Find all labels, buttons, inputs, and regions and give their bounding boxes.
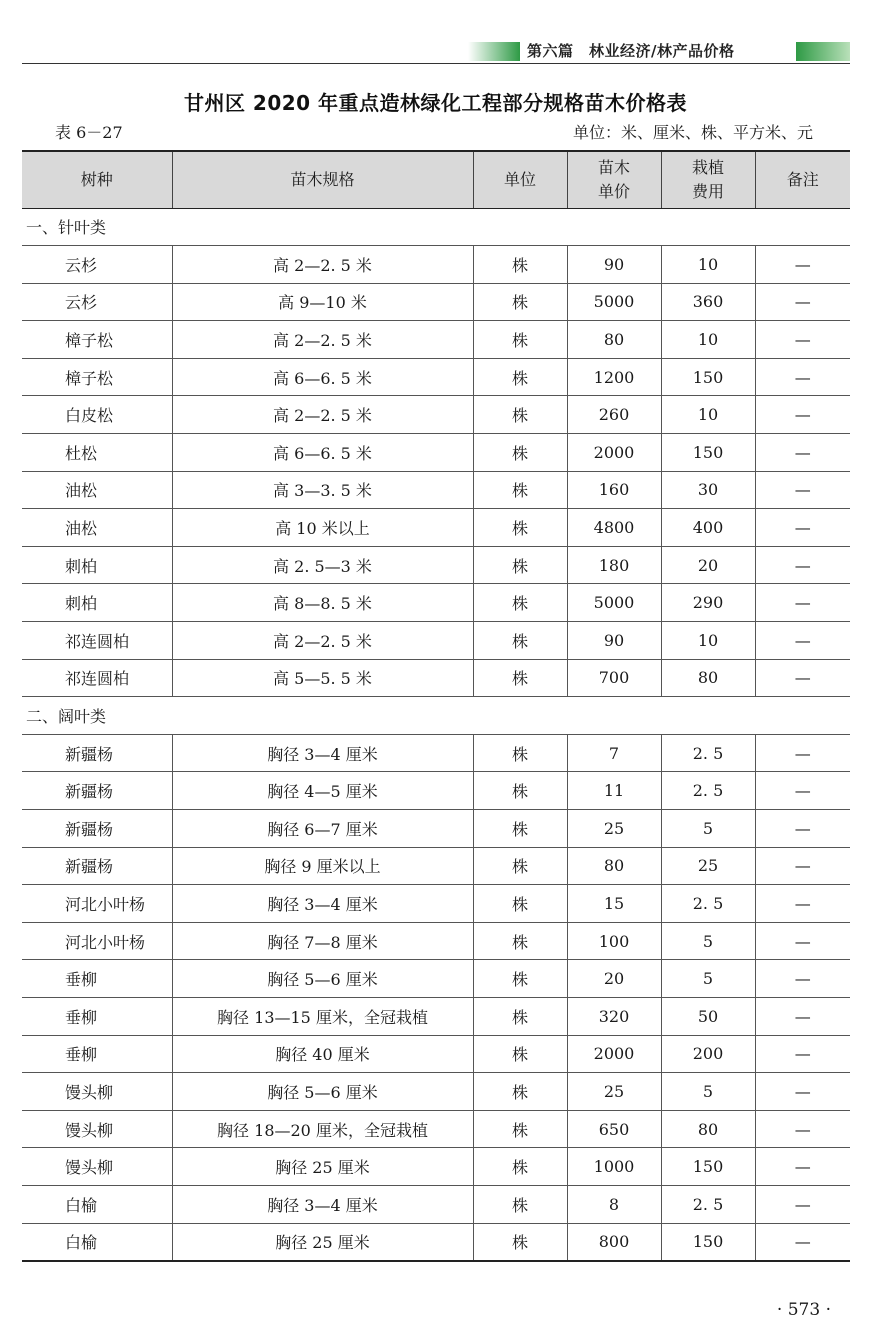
section-row [22,208,850,246]
spec-cell: 高 2—2. 5 米 [172,321,473,359]
species-cell: 馒头柳 [22,1148,172,1186]
price-cell: 8 [567,1185,661,1223]
table-row [22,997,850,1035]
species-cell: 新疆杨 [22,772,172,810]
spec-cell: 高 2. 5—3 米 [172,546,473,584]
spec-cell: 胸径 3—4 厘米 [172,885,473,923]
note-cell: — [755,283,850,321]
price-cell: 90 [567,622,661,660]
planting-cost-cell: 150 [661,1148,755,1186]
note-cell: — [755,246,850,284]
table-row [22,509,850,547]
price-cell: 1200 [567,358,661,396]
species-cell: 祁连圆柏 [22,659,172,697]
price-cell: 700 [567,659,661,697]
note-cell: — [755,810,850,848]
note-cell: — [755,847,850,885]
spec-cell: 高 2—2. 5 米 [172,246,473,284]
table-row [22,321,850,359]
price-cell: 25 [567,810,661,848]
unit-cell: 株 [473,396,567,434]
table-row [22,622,850,660]
species-cell: 刺柏 [22,546,172,584]
unit-cell: 株 [473,471,567,509]
note-cell: — [755,997,850,1035]
species-cell: 云杉 [22,283,172,321]
unit-cell: 株 [473,960,567,998]
price-cell: 260 [567,396,661,434]
planting-cost-cell: 2. 5 [661,772,755,810]
unit-cell: 株 [473,734,567,772]
running-header [0,40,871,64]
spec-cell: 高 3—3. 5 米 [172,471,473,509]
unit-cell: 株 [473,1110,567,1148]
unit-cell: 株 [473,922,567,960]
spec-cell: 高 8—8. 5 米 [172,584,473,622]
species-cell: 杜松 [22,434,172,472]
note-cell: — [755,584,850,622]
table-row [22,1148,850,1186]
spec-cell: 胸径 4—5 厘米 [172,772,473,810]
planting-cost-cell: 2. 5 [661,885,755,923]
spec-cell: 高 2—2. 5 米 [172,622,473,660]
spec-cell: 胸径 9 厘米以上 [172,847,473,885]
species-cell: 垂柳 [22,1035,172,1073]
note-cell: — [755,885,850,923]
planting-cost-cell: 10 [661,246,755,284]
price-cell: 160 [567,471,661,509]
document-title: 甘州区 2020 年重点造林绿化工程部分规格苗木价格表 [183,91,688,115]
species-cell: 馒头柳 [22,1073,172,1111]
chapter-title: 第六篇 林业经济/林产品价格 [527,42,735,60]
species-cell: 白皮松 [22,396,172,434]
header-accent-left [468,42,520,61]
table-row [22,1223,850,1261]
note-cell: — [755,734,850,772]
species-cell: 油松 [22,509,172,547]
planting-cost-cell: 30 [661,471,755,509]
unit-cell: 株 [473,283,567,321]
unit-cell: 株 [473,584,567,622]
unit-cell: 株 [473,847,567,885]
unit-cell: 株 [473,810,567,848]
price-cell: 20 [567,960,661,998]
planting-cost-cell: 5 [661,810,755,848]
unit-cell: 株 [473,1073,567,1111]
unit-cell: 株 [473,358,567,396]
spec-cell: 胸径 6—7 厘米 [172,810,473,848]
planting-cost-cell: 5 [661,1073,755,1111]
header-note: 备注 [755,151,850,208]
spec-cell: 胸径 5—6 厘米 [172,1073,473,1111]
table-row [22,434,850,472]
header-spec: 苗木规格 [172,151,473,208]
table-row [22,1035,850,1073]
note-cell: — [755,1148,850,1186]
spec-cell: 胸径 18—20 厘米，全冠栽植 [172,1110,473,1148]
price-cell: 7 [567,734,661,772]
section-title: 二、阔叶类 [22,697,850,735]
planting-cost-cell: 5 [661,922,755,960]
header-planting-cost-line1: 栽植 [691,157,724,177]
planting-cost-cell: 20 [661,546,755,584]
planting-cost-cell: 200 [661,1035,755,1073]
species-cell: 白榆 [22,1185,172,1223]
planting-cost-cell: 290 [661,584,755,622]
note-cell: — [755,1223,850,1261]
price-cell: 650 [567,1110,661,1148]
price-cell: 1000 [567,1148,661,1186]
header-unit-price-line2: 单价 [597,181,630,201]
table-row [22,810,850,848]
planting-cost-cell: 5 [661,960,755,998]
planting-cost-cell: 150 [661,1223,755,1261]
planting-cost-cell: 10 [661,321,755,359]
header-planting-cost [661,151,755,208]
planting-cost-cell: 80 [661,1110,755,1148]
price-cell: 100 [567,922,661,960]
species-cell: 新疆杨 [22,847,172,885]
note-cell: — [755,358,850,396]
species-cell: 河北小叶杨 [22,922,172,960]
note-cell: — [755,396,850,434]
planting-cost-cell: 150 [661,434,755,472]
planting-cost-cell: 360 [661,283,755,321]
unit-cell: 株 [473,1185,567,1223]
price-cell: 2000 [567,1035,661,1073]
unit-cell: 株 [473,622,567,660]
note-cell: — [755,321,850,359]
unit-cell: 株 [473,772,567,810]
spec-cell: 高 6—6. 5 米 [172,434,473,472]
table-row [22,772,850,810]
species-cell: 祁连圆柏 [22,622,172,660]
header-rule [22,63,850,64]
planting-cost-cell: 10 [661,622,755,660]
note-cell: — [755,546,850,584]
price-cell: 80 [567,847,661,885]
unit-cell: 株 [473,885,567,923]
species-cell: 樟子松 [22,358,172,396]
planting-cost-cell: 2. 5 [661,734,755,772]
note-cell: — [755,1185,850,1223]
planting-cost-cell: 50 [661,997,755,1035]
price-cell: 25 [567,1073,661,1111]
table-row [22,1185,850,1223]
planting-cost-cell: 2. 5 [661,1185,755,1223]
unit-cell: 株 [473,659,567,697]
price-table [22,150,850,1262]
note-cell: — [755,1073,850,1111]
price-cell: 5000 [567,283,661,321]
price-cell: 11 [567,772,661,810]
price-cell: 5000 [567,584,661,622]
table-row [22,1073,850,1111]
species-cell: 白榆 [22,1223,172,1261]
note-cell: — [755,960,850,998]
unit-cell: 株 [473,434,567,472]
price-cell: 2000 [567,434,661,472]
planting-cost-cell: 400 [661,509,755,547]
price-cell: 15 [567,885,661,923]
unit-cell: 株 [473,1148,567,1186]
table-row [22,922,850,960]
spec-cell: 胸径 3—4 厘米 [172,1185,473,1223]
spec-cell: 胸径 25 厘米 [172,1148,473,1186]
note-cell: — [755,1035,850,1073]
unit-cell: 株 [473,321,567,359]
section-title: 一、针叶类 [22,208,850,246]
page-number: · 573 · [776,1300,831,1320]
spec-cell: 胸径 5—6 厘米 [172,960,473,998]
unit-cell: 株 [473,509,567,547]
spec-cell: 胸径 25 厘米 [172,1223,473,1261]
planting-cost-cell: 150 [661,358,755,396]
table-row [22,358,850,396]
table-number: 表 6－27 [55,123,123,142]
species-cell: 刺柏 [22,584,172,622]
header-accent-right [796,42,850,61]
spec-cell: 高 2—2. 5 米 [172,396,473,434]
species-cell: 云杉 [22,246,172,284]
note-cell: — [755,659,850,697]
table-row [22,734,850,772]
price-cell: 800 [567,1223,661,1261]
note-cell: — [755,922,850,960]
price-cell: 180 [567,546,661,584]
table-row [22,283,850,321]
table-row [22,584,850,622]
table-row [22,546,850,584]
unit-cell: 株 [473,997,567,1035]
table-row [22,960,850,998]
price-cell: 320 [567,997,661,1035]
table-row [22,847,850,885]
spec-cell: 高 10 米以上 [172,509,473,547]
unit-note: 单位：米、厘米、株、平方米、元 [572,123,813,142]
table-header-row [22,151,850,208]
unit-cell: 株 [473,246,567,284]
spec-cell: 高 9—10 米 [172,283,473,321]
note-cell: — [755,772,850,810]
table-row [22,471,850,509]
price-cell: 4800 [567,509,661,547]
note-cell: — [755,1110,850,1148]
header-planting-cost-line2: 费用 [691,181,724,201]
note-cell: — [755,622,850,660]
note-cell: — [755,434,850,472]
table-row [22,1110,850,1148]
species-cell: 新疆杨 [22,810,172,848]
species-cell: 馒头柳 [22,1110,172,1148]
table-row [22,659,850,697]
price-cell: 90 [567,246,661,284]
spec-cell: 胸径 40 厘米 [172,1035,473,1073]
species-cell: 河北小叶杨 [22,885,172,923]
header-unit-price-line1: 苗木 [597,157,630,177]
unit-cell: 株 [473,1223,567,1261]
planting-cost-cell: 80 [661,659,755,697]
price-cell: 80 [567,321,661,359]
species-cell: 新疆杨 [22,734,172,772]
note-cell: — [755,471,850,509]
section-row [22,697,850,735]
table-row [22,396,850,434]
planting-cost-cell: 25 [661,847,755,885]
header-unit-price [567,151,661,208]
table-row [22,246,850,284]
unit-cell: 株 [473,546,567,584]
species-cell: 垂柳 [22,997,172,1035]
spec-cell: 高 6—6. 5 米 [172,358,473,396]
planting-cost-cell: 10 [661,396,755,434]
spec-cell: 胸径 7—8 厘米 [172,922,473,960]
species-cell: 油松 [22,471,172,509]
header-species: 树种 [22,151,172,208]
table-row [22,885,850,923]
spec-cell: 高 5—5. 5 米 [172,659,473,697]
note-cell: — [755,509,850,547]
header-unit: 单位 [473,151,567,208]
unit-cell: 株 [473,1035,567,1073]
species-cell: 垂柳 [22,960,172,998]
spec-cell: 胸径 13—15 厘米，全冠栽植 [172,997,473,1035]
spec-cell: 胸径 3—4 厘米 [172,734,473,772]
species-cell: 樟子松 [22,321,172,359]
